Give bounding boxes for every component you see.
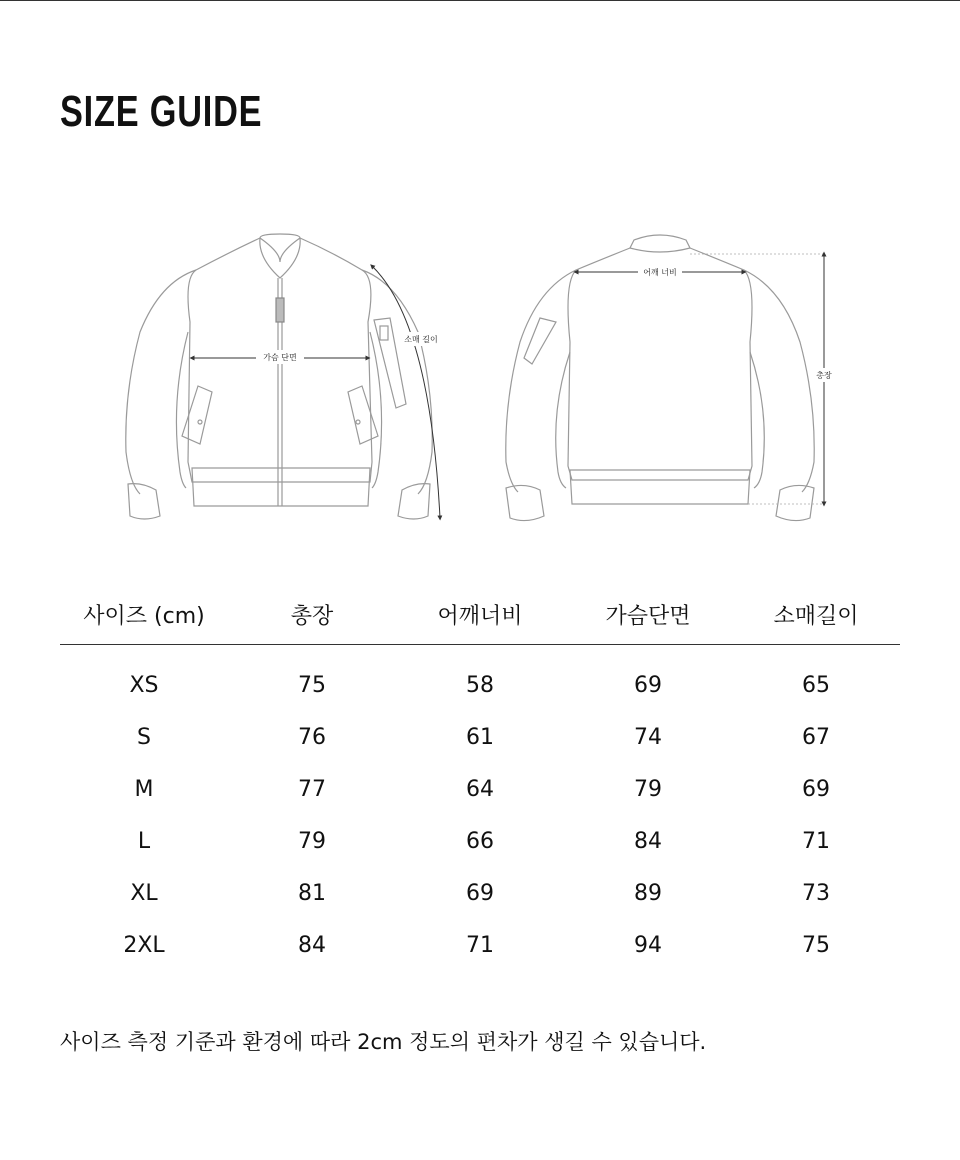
measurement-note: 사이즈 측정 기준과 환경에 따라 2cm 정도의 편차가 생길 수 있습니다. [60, 1030, 707, 1054]
cell-chest: 89 [634, 880, 662, 906]
table-row [60, 763, 900, 815]
size-table-header-row [60, 584, 900, 645]
table-row [60, 867, 900, 919]
cell-size: XS [129, 672, 159, 698]
cell-shoulder: 71 [466, 932, 494, 958]
page-title: SIZE GUIDE [60, 87, 263, 136]
sleeve-label: 소매 길이 [404, 335, 438, 344]
cell-size: S [137, 724, 151, 750]
size-table [60, 584, 900, 971]
header-sleeve: 소매길이 [732, 584, 900, 645]
header-chest: 가슴단면 [564, 584, 732, 645]
cell-chest: 74 [634, 724, 662, 750]
cell-length: 79 [298, 828, 326, 854]
cell-chest: 94 [634, 932, 662, 958]
jacket-measurement-diagram [100, 222, 860, 532]
table-row [60, 919, 900, 971]
cell-chest: 79 [634, 776, 662, 802]
cell-sleeve: 67 [802, 724, 830, 750]
length-label: 총장 [816, 371, 832, 380]
cell-sleeve: 75 [802, 932, 830, 958]
cell-length: 81 [298, 880, 326, 906]
table-row [60, 815, 900, 867]
table-row [60, 711, 900, 763]
header-shoulder: 어깨너비 [396, 584, 564, 645]
cell-shoulder: 64 [466, 776, 494, 802]
cell-sleeve: 71 [802, 828, 830, 854]
cell-sleeve: 69 [802, 776, 830, 802]
cell-sleeve: 65 [802, 672, 830, 698]
cell-length: 77 [298, 776, 326, 802]
top-divider [0, 0, 960, 1]
cell-shoulder: 66 [466, 828, 494, 854]
header-size: 사이즈 (cm) [60, 584, 228, 645]
cell-length: 84 [298, 932, 326, 958]
cell-size: 2XL [123, 932, 165, 958]
cell-size: L [137, 828, 151, 854]
chest-label: 가슴 단면 [263, 353, 297, 362]
cell-sleeve: 73 [802, 880, 830, 906]
cell-size: XL [130, 880, 158, 906]
cell-size: M [134, 776, 154, 802]
cell-chest: 69 [634, 672, 662, 698]
cell-chest: 84 [634, 828, 662, 854]
shoulder-label: 어깨 너비 [643, 268, 677, 277]
cell-shoulder: 69 [466, 880, 494, 906]
cell-length: 76 [298, 724, 326, 750]
cell-shoulder: 61 [466, 724, 494, 750]
table-row [60, 645, 900, 712]
jacket-front-illustration [126, 234, 432, 519]
cell-shoulder: 58 [466, 672, 494, 698]
cell-length: 75 [298, 672, 326, 698]
header-length: 총장 [228, 584, 396, 645]
